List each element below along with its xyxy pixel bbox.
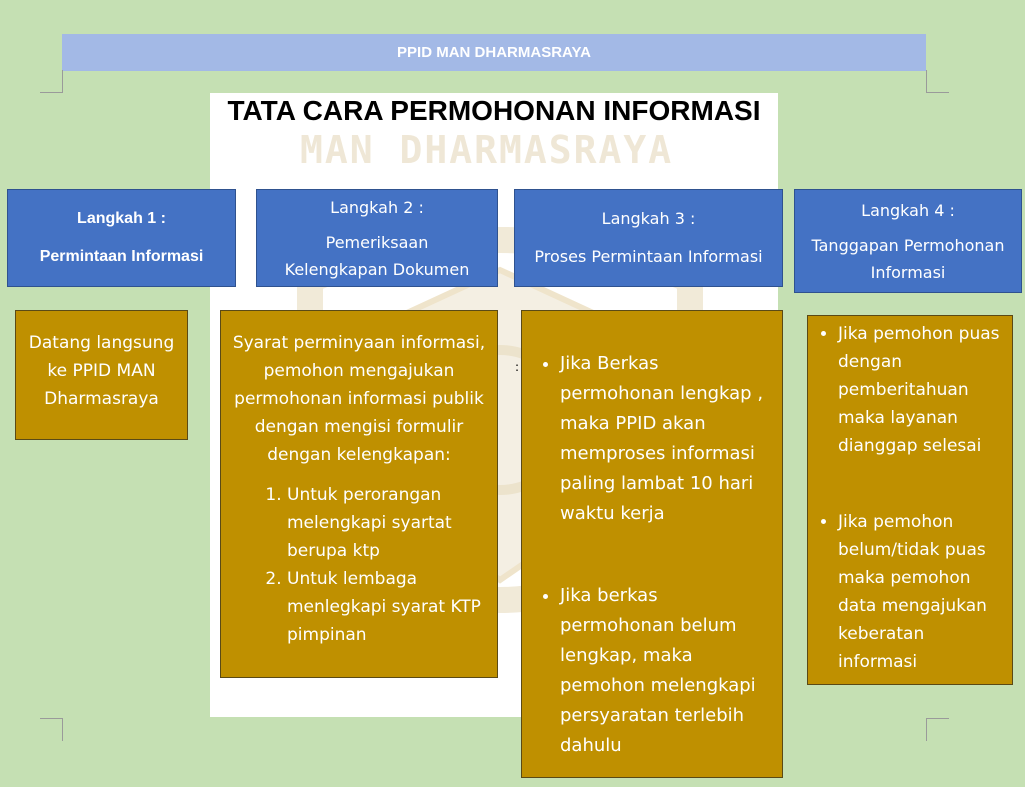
step-1-content (15, 310, 188, 440)
list-item: • Jika berkas permohonan belum lengkap, maka pemohon melengkapi persyaratan terlebih dahulu (560, 581, 774, 761)
list-item: 1. Untuk perorangan melengkapi syartat berupa ktp (287, 481, 489, 565)
step-2-box (256, 189, 498, 287)
step-2-title: Pemeriksaan Kelengkapan Dokumen (284, 232, 470, 279)
step-2-intro: Syarat perminyaan informasi, pemohon mengajukan permohonan informasi publik dengan mengisi formulir dengan kelengkapan: (232, 333, 486, 465)
step-4-content (807, 315, 1013, 685)
step-3-title: Proses Permintaan Informasi (534, 247, 763, 266)
watermark-text: MAN DHARMASRAYA (300, 128, 674, 172)
crop-mark-top-left (40, 70, 63, 93)
step-4-list (814, 320, 1006, 676)
list-item: • Jika pemohon belum/tidak puas maka pemohon data mengajukan keberatan informasi (838, 508, 1006, 676)
step-3-list (530, 349, 774, 761)
crop-mark-top-right (926, 70, 949, 93)
list-item: • Jika Berkas permohonan lengkap , maka PPID akan memproses informasi paling lambat 10 hari waktu kerja (560, 349, 774, 529)
document-title: TATA CARA PERMOHONAN INFORMASI (227, 95, 761, 126)
crop-mark-bottom-left (40, 718, 63, 741)
step-3-heading: Langkah 3 : (601, 209, 696, 228)
step-2-content (220, 310, 498, 678)
header-bar (62, 34, 926, 71)
crop-mark-bottom-right (926, 718, 949, 741)
step-3-box (514, 189, 783, 287)
step-4-title: Tanggapan Permohonan Informasi (811, 235, 1005, 282)
step-1-title: Permintaan Informasi (39, 248, 204, 265)
step-3-content (521, 310, 783, 778)
step-1-heading: Langkah 1 : (77, 210, 166, 227)
list-item: • Jika pemohon puas dengan pemberitahuan maka layanan dianggap selesai (838, 320, 1006, 460)
stray-mark: : (515, 360, 520, 374)
step-2-heading: Langkah 2 : (330, 197, 424, 217)
list-item: 2. Untuk lembaga menlegkapi syarat KTP pimpinan (287, 565, 489, 649)
step-4-heading: Langkah 4 : (861, 200, 955, 220)
step-1-box (7, 189, 236, 287)
step-4-box (794, 189, 1022, 293)
header-title: PPID MAN DHARMASRAYA (397, 44, 591, 61)
step-2-list (229, 481, 489, 649)
step-1-text: Datang langsung ke PPID MAN Dharmasraya (28, 333, 175, 409)
